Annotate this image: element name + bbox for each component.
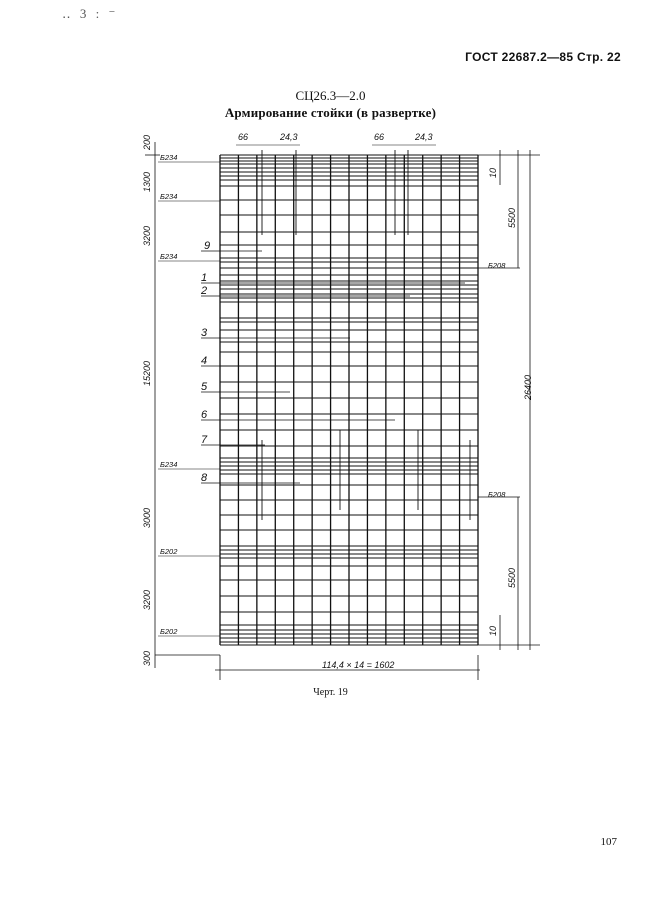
item-number-3: 3 [201, 327, 208, 339]
item-number-1: 1 [201, 272, 208, 284]
item-number-5: 5 [201, 381, 208, 393]
item-number-2: 2 [201, 285, 208, 297]
top-dim-2: 24,3 [280, 132, 298, 142]
bar-mark-5: Б202 [160, 547, 178, 556]
item-number-4: 4 [201, 355, 208, 367]
left-dim-1: 200 [142, 134, 152, 150]
bar-mark-4: Б234 [160, 460, 178, 469]
item-number-7: 7 [201, 434, 208, 446]
right-dim-3: 26400 [523, 374, 533, 400]
bar-mark-1: Б234 [160, 153, 178, 162]
mesh-grid [220, 150, 478, 645]
drawing-code: СЦ26.3—2.0 [295, 88, 366, 103]
top-dim-3: 66 [374, 132, 385, 142]
right-dim-2: 5500 [507, 207, 517, 228]
bar-mark-2: Б234 [160, 192, 178, 201]
right-dim-1: 10 [488, 167, 498, 178]
bottom-dim: 114,4 × 14 = 1602 [322, 660, 395, 670]
left-dim-3: 3200 [142, 225, 152, 246]
standard-header: ГОСТ 22687.2—85 Стр. 22 [465, 50, 621, 64]
drawing-subtitle: Армирование стойки (в развертке) [224, 105, 437, 120]
top-dim-4: 24,3 [415, 132, 433, 142]
bar-mark-6: Б202 [160, 627, 178, 636]
right-dim-4: 5500 [507, 567, 517, 588]
left-dim-6: 3200 [142, 589, 152, 610]
left-dim-4: 15200 [142, 360, 152, 386]
right-dim-5: 10 [488, 625, 498, 636]
bar-mark-3: Б234 [160, 252, 178, 261]
left-dim-2: 1300 [142, 171, 152, 192]
right-mark-1: Б208 [488, 261, 506, 270]
item-number-8: 8 [201, 472, 208, 484]
left-dim-5: 3000 [142, 507, 152, 528]
right-mark-2: Б208 [488, 490, 506, 499]
item-number-6: 6 [201, 409, 208, 421]
item-number-9: 9 [204, 240, 211, 252]
figure-caption: Черт. 19 [313, 687, 348, 698]
page-number: 107 [600, 836, 617, 848]
top-dim-1: 66 [238, 132, 249, 142]
left-dim-7: 300 [142, 650, 152, 666]
scan-marks: ‥ 3 : ⁻ [62, 6, 119, 21]
